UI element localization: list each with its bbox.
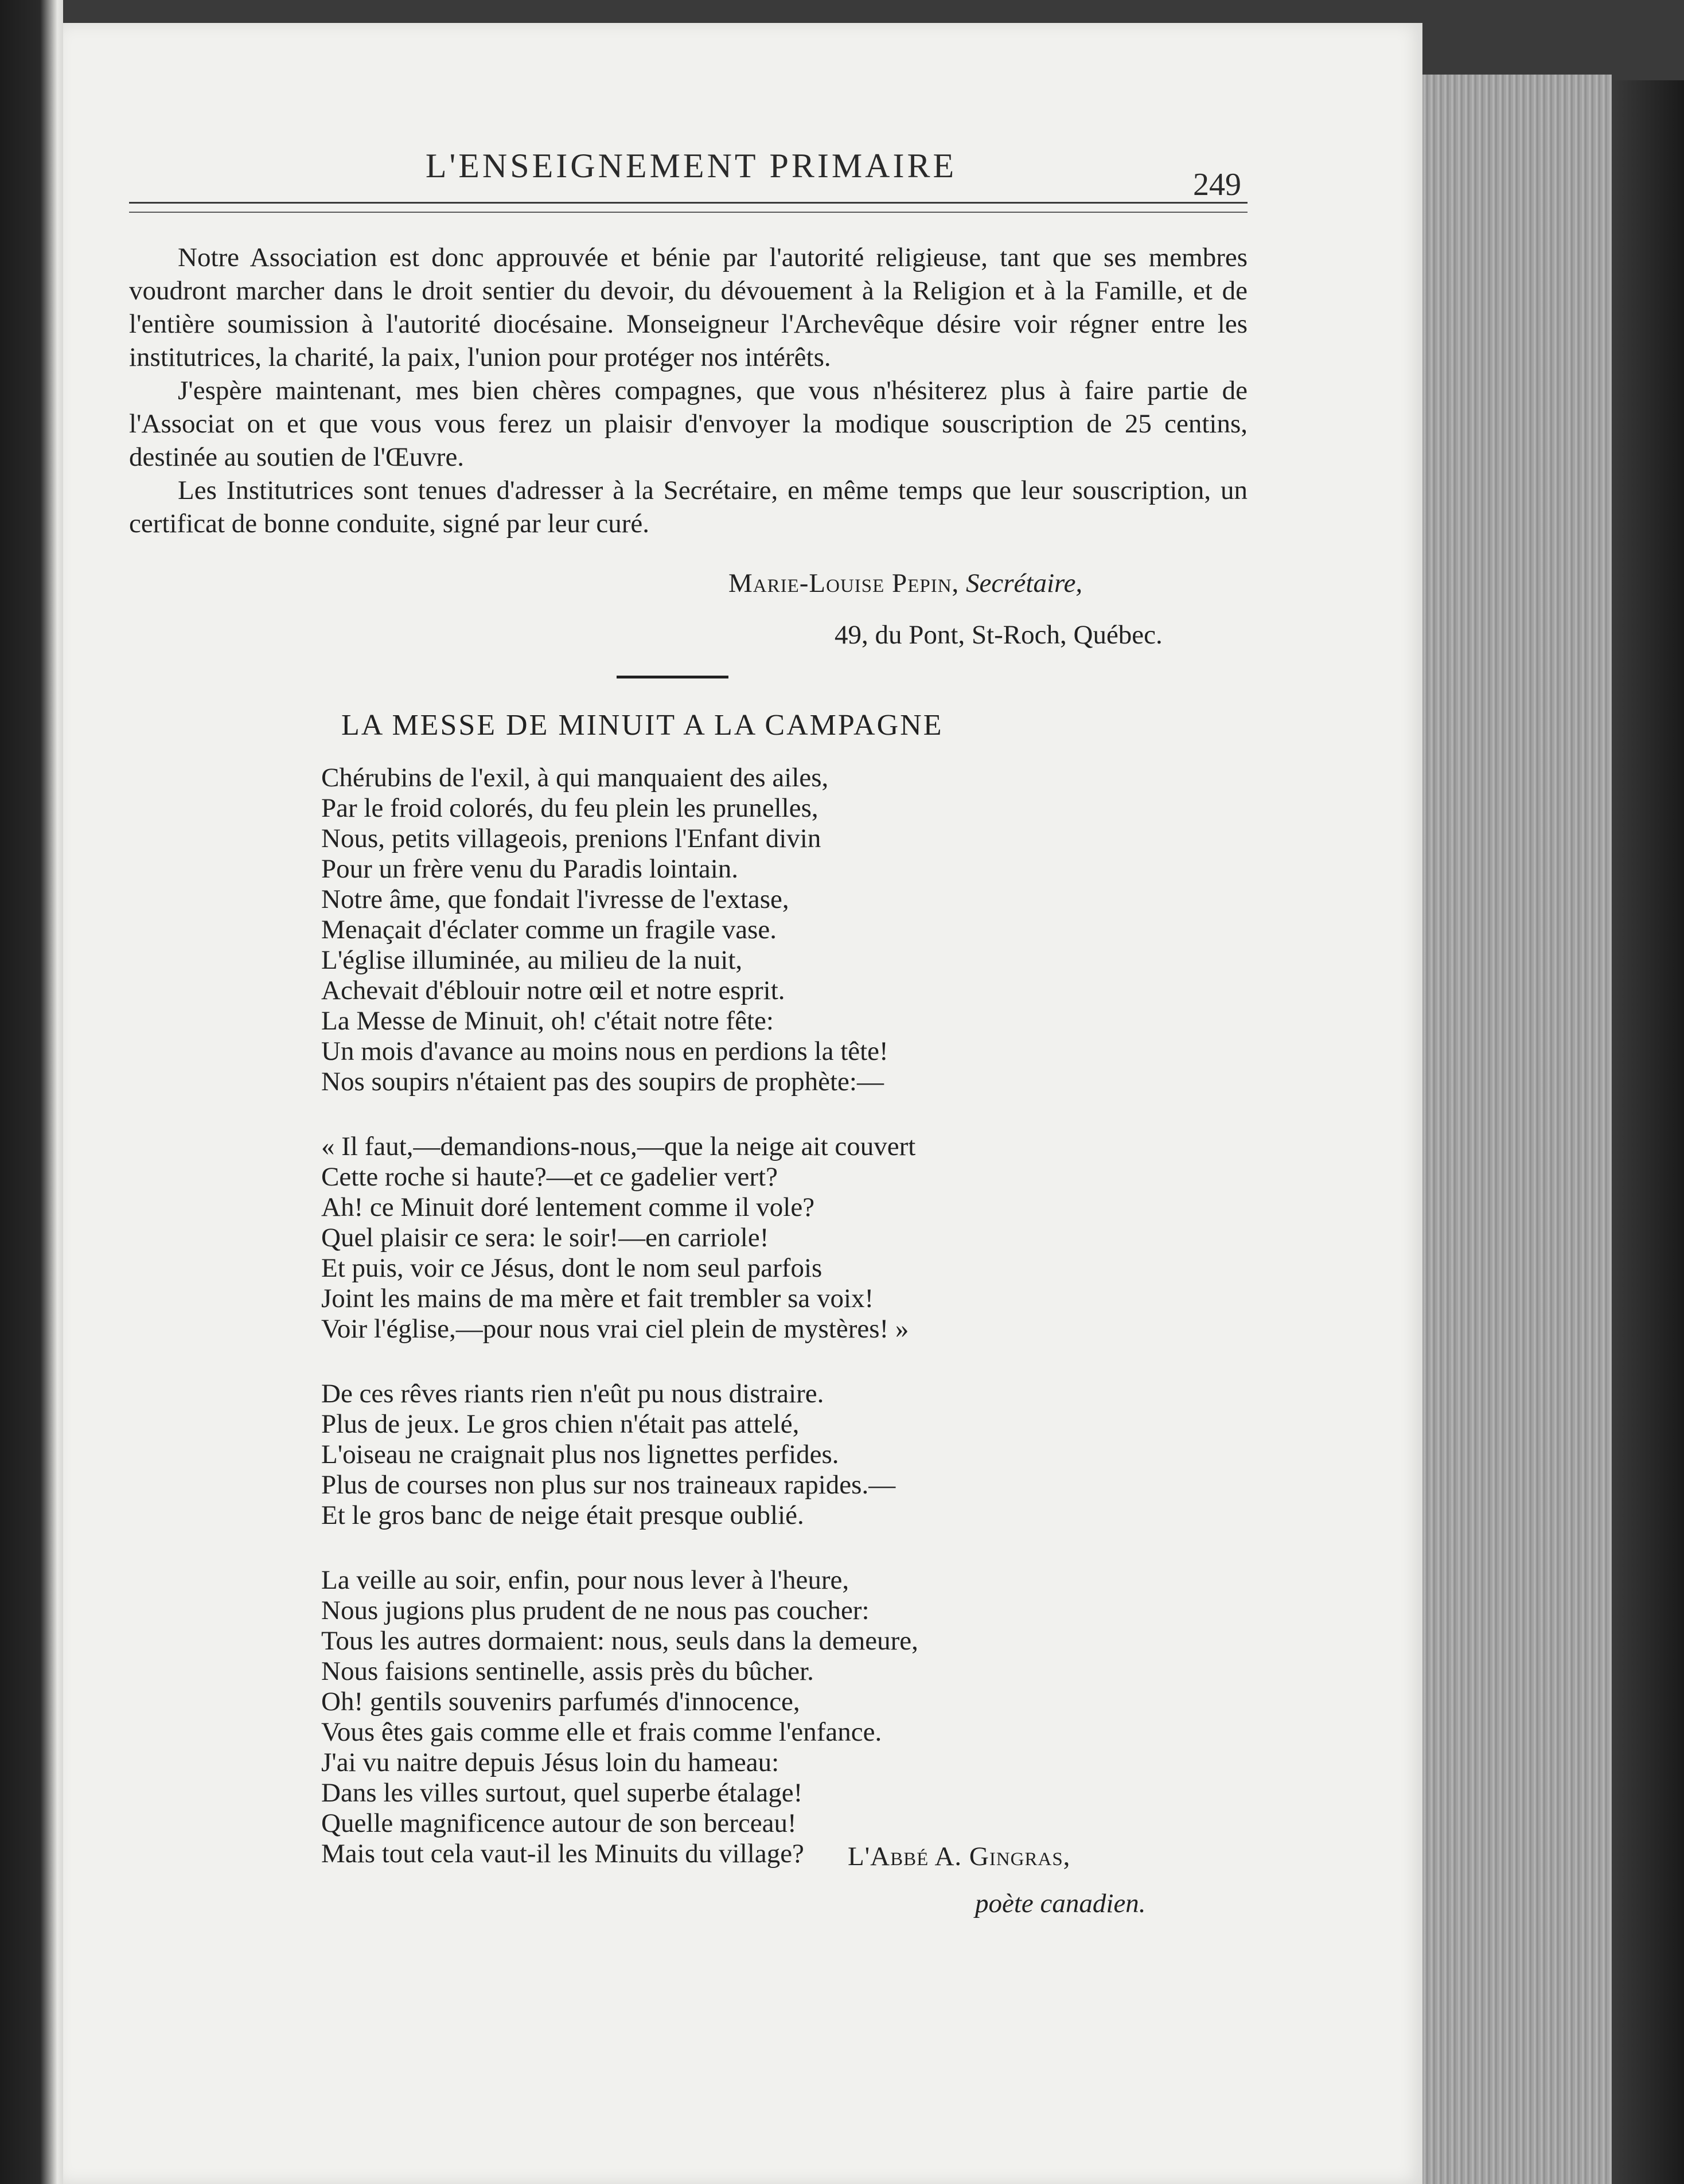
poem-line: Nous jugions plus prudent de ne nous pas coucher: (321, 1596, 870, 1625)
header-rule (129, 202, 1248, 213)
poem-stanza (321, 1379, 1124, 1531)
poem-line: Ah! ce Minuit doré lentement comme il vole? (321, 1192, 815, 1222)
poem-line: Menaçait d'éclater comme un fragile vase. (321, 915, 777, 945)
poem-title: LA MESSE DE MINUIT A LA CAMPAGNE (341, 709, 944, 742)
page-number: 249 (1193, 167, 1241, 202)
poem-line: Et puis, voir ce Jésus, dont le nom seul parfois (321, 1253, 822, 1283)
poem-line: Par le froid colorés, du feu plein les prunelles, (321, 793, 818, 823)
poem-line: Achevait d'éblouir notre œil et notre esprit. (321, 976, 785, 1005)
author-role-text: poète canadien. (975, 1889, 1146, 1918)
paragraph: J'espère maintenant, mes bien chères compagnes, que vous n'hésiterez plus à faire partie de l'Associat on et que vous vous ferez un plaisir d'envoyer la modique souscription de 25 centins, destinée au soutien de l'Œuvre. (129, 376, 1248, 472)
poem-line: Tous les autres dormaient: nous, seuls dans la demeure, (321, 1626, 918, 1656)
author-role (975, 1888, 1146, 1919)
poem-line: J'ai vu naitre depuis Jésus loin du hameau: (321, 1748, 779, 1777)
poem-line: Mais tout cela vaut-il les Minuits du village? (321, 1839, 804, 1869)
poem-body (321, 763, 1124, 1904)
running-header: L'ENSEIGNEMENT PRIMAIRE (425, 147, 957, 185)
author-name: L'Abbé A. Gingras, (848, 1842, 1071, 1871)
poem-line: La veille au soir, enfin, pour nous lever à l'heure, (321, 1565, 849, 1595)
poem-line: Nous faisions sentinelle, assis près du bûcher. (321, 1656, 814, 1686)
poem-line: L'oiseau ne craignait plus nos lignettes perfides. (321, 1440, 839, 1469)
poem-line: Quelle magnificence autour de son berceau! (321, 1808, 797, 1838)
signature-address: 49, du Pont, St-Roch, Québec. (835, 620, 1163, 650)
poem-line: Et le gros banc de neige était presque oublié. (321, 1500, 804, 1530)
poem-line: Plus de courses non plus sur nos traineaux rapides.— (321, 1470, 896, 1500)
poem-line: Voir l'église,—pour nous vrai ciel plein de mystères! » (321, 1314, 909, 1344)
poem-line: Nos soupirs n'étaient pas des soupirs de prophète:— (321, 1067, 884, 1097)
page-stack (1422, 75, 1612, 2184)
poem-line: Joint les mains de ma mère et fait trembler sa voix! (321, 1284, 874, 1313)
poem-stanza (321, 763, 1124, 1097)
prose-body (129, 241, 1248, 540)
poem-line: De ces rêves riants rien n'eût pu nous distraire. (321, 1379, 824, 1409)
poem-stanza (321, 1132, 1124, 1344)
poem-line: Cette roche si haute?—et ce gadelier vert? (321, 1162, 778, 1192)
author-signature (848, 1841, 1070, 1872)
secretary-signature (728, 568, 1082, 599)
poem-line: Un mois d'avance au moins nous en perdions la tête! (321, 1036, 888, 1066)
book-binding-edge (0, 0, 63, 2184)
poem-line: Plus de jeux. Le gros chien n'était pas attelé, (321, 1409, 800, 1439)
signature-name: Marie-Louise Pepin, (728, 568, 960, 598)
poem-line: Pour un frère venu du Paradis lointain. (321, 854, 739, 884)
poem-line: Notre âme, que fondait l'ivresse de l'extase, (321, 884, 789, 914)
poem-line: Quel plaisir ce sera: le soir!—en carriole! (321, 1223, 769, 1253)
poem-line: Chérubins de l'exil, à qui manquaient des ailes, (321, 763, 829, 793)
page-stack-shadow (1612, 80, 1684, 2184)
section-divider (617, 676, 728, 678)
paragraph: Les Institutrices sont tenues d'adresser à la Secrétaire, en même temps que leur souscription, un certificat de bonne conduite, signé par leur curé. (129, 475, 1248, 539)
poem-line: Vous êtes gais comme elle et frais comme l'enfance. (321, 1717, 882, 1747)
poem-line: « Il faut,—demandions-nous,—que la neige ait couvert (321, 1132, 916, 1161)
poem-line: Dans les villes surtout, quel superbe étalage! (321, 1778, 803, 1808)
signature-role: Secrétaire, (966, 568, 1083, 598)
poem-line: La Messe de Minuit, oh! c'était notre fête: (321, 1006, 774, 1036)
poem-line: Nous, petits villageois, prenions l'Enfant divin (321, 824, 821, 853)
poem-line: L'église illuminée, au milieu de la nuit, (321, 945, 743, 975)
poem-line: Oh! gentils souvenirs parfumés d'innocence, (321, 1687, 800, 1717)
paragraph: Notre Association est donc approuvée et bénie par l'autorité religieuse, tant que ses membres voudront marcher dans le droit sentier du devoir, du dévouement à la Religion et à la Famille, et de l'entière soumission à l'autorité diocésaine. Monseigneur l'Archevêque désire voir régner entre les institutrices, la charité, la paix, l'union pour protéger nos intérêts. (129, 243, 1248, 372)
poem-stanza (321, 1565, 1124, 1869)
